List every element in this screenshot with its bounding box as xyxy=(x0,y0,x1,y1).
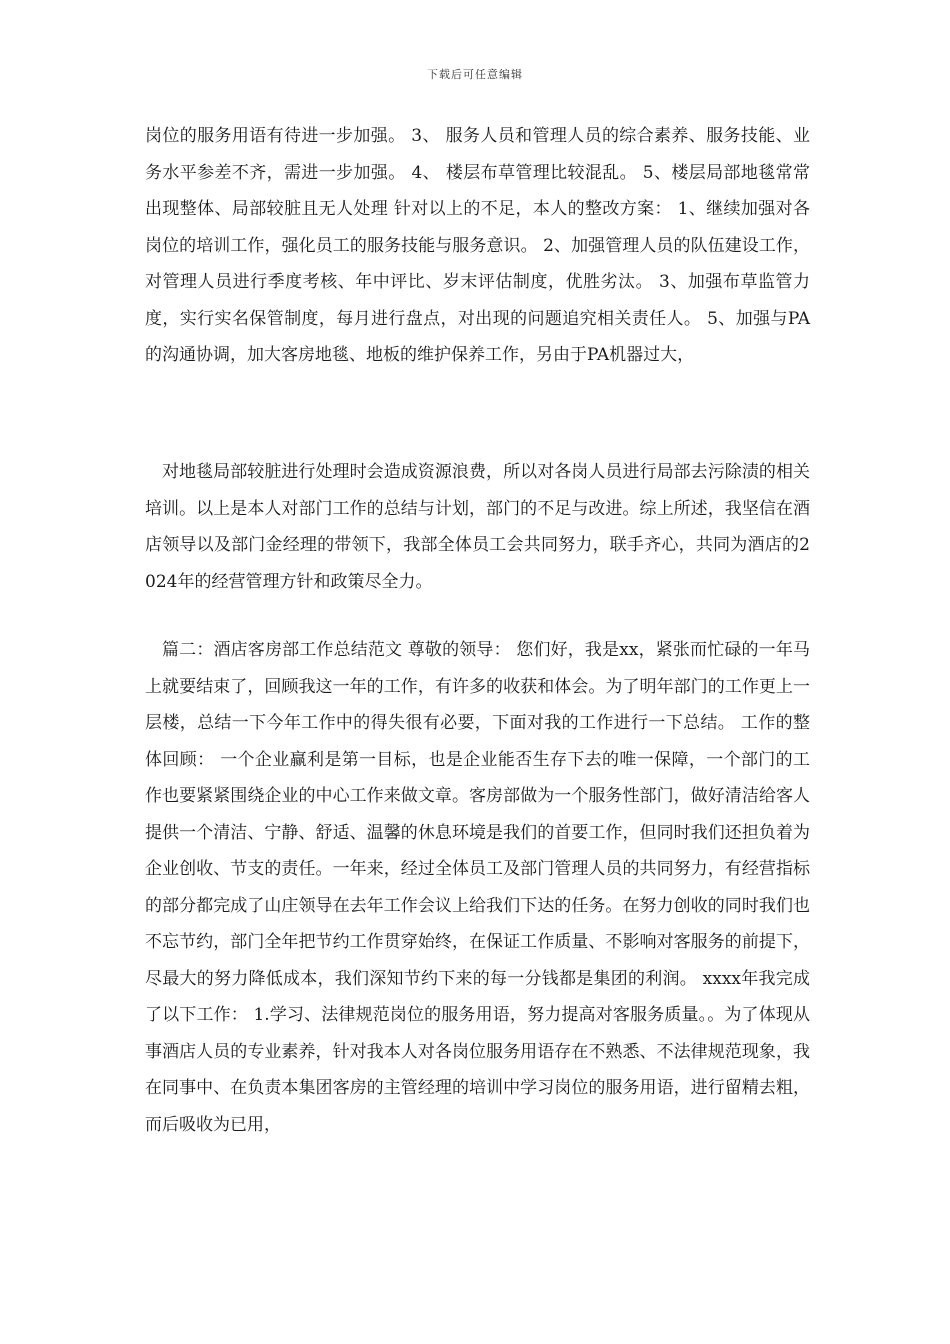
paragraph-1: 岗位的服务用语有待进一步加强。 3、 服务人员和管理人员的综合素养、服务技能、业务水平参差不齐，需进一步加强。 4、 楼层布草管理比较混乱。 5、楼层局部地毯常常出现整体、局部较脏且无人处理 针对以上的不足，本人的整改方案： 1、继续加强对各岗位的培训工作，强化员工的服务技能与服务意识。 2、加强管理人员的队伍建设工作，对管理人员进行季度考核、年中评比、岁末评估制度，优胜劣汰。 3、加强布草监管力度，实行实名保管制度，每月进行盘点，对出现的问题追究相关责任人。 5、加强与PA的沟通协调，加大客房地毯、地板的维护保养工作，另由于PA机器过大， xyxy=(145,126,810,365)
paragraph-3: 篇二：酒店客房部工作总结范文 尊敬的领导： 您们好，我是xx，紧张而忙碌的一年马上就要结束了，回顾我这一年的工作，有许多的收获和体会。为了明年部门的工作更上一层楼，总结一下今年工作中的得失很有必要，下面对我的工作进行一下总结。 工作的整体回顾： 一个企业赢利是第一目标，也是企业能否生存下去的唯一保障，一个部门的工作也要紧紧围绕企业的中心工作来做文章。客房部做为一个服务性部门，做好清洁给客人提供一个清洁、宁静、舒适、温馨的休息环境是我们的首要工作，但同时我们还担负着为企业创收、节支的责任。一年来，经过全体员工及部门管理人员的共同努力，有经营指标的部分都完成了山庄领导在去年工作会议上给我们下达的任务。在努力创收的同时我们也不忘节约，部门全年把节约工作贯穿始终，在保证工作质量、不影响对客服务的前提下，尽最大的努力降低成本，我们深知节约下来的每一分钱都是集团的利润。 xxxx年我完成了以下工作： 1.学习、法律规范岗位的服务用语，努力提高对客服务质量。。为了体现从事酒店人员的专业素养，针对我本人对各岗位服务用语存在不熟悉、不法律规范现象，我在同事中、在负责本集团客房的主管经理的培训中学习岗位的服务用语，进行留精去粗，而后吸收为已用， xyxy=(145,640,810,1135)
paragraph-2: 对地毯局部较脏进行处理时会造成资源浪费，所以对各岗人员进行局部去污除渍的相关培训。以上是本人对部门工作的总结与计划，部门的不足与改进。综上所述，我坚信在酒店领导以及部门金经理的带领下，我部全体员工会共同努力，联手齐心，共同为酒店的2024年的经营管理方针和政策尽全力。 xyxy=(145,462,810,592)
page-header: 下载后可任意编辑 xyxy=(427,68,523,81)
